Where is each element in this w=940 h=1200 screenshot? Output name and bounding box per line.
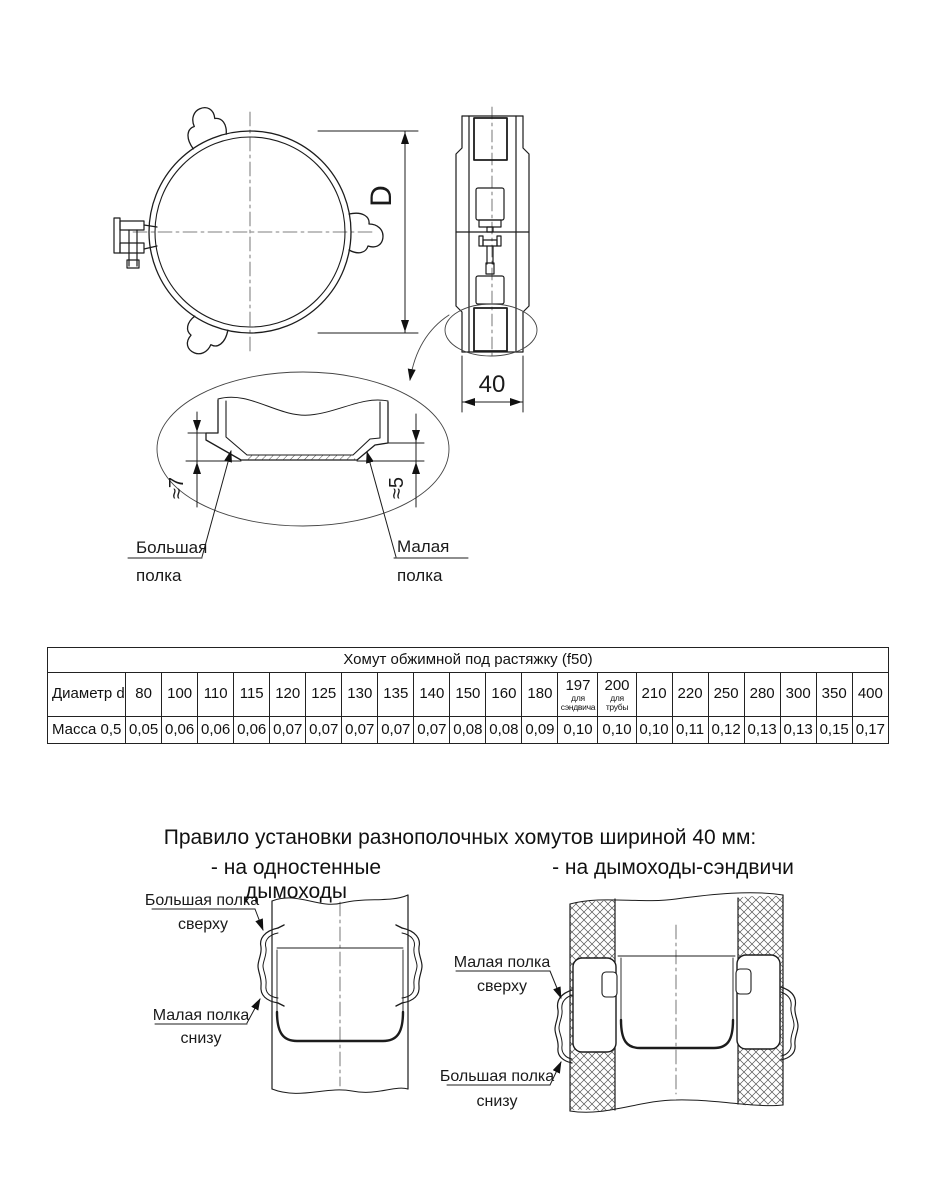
mass-cell: 0,07	[378, 717, 414, 744]
dimension-large-flange	[186, 412, 241, 507]
clamp-profile-left	[258, 925, 284, 1006]
single-wall-diagram	[145, 892, 422, 1093]
diameter-cell: 280	[744, 673, 780, 717]
diameter-cell: 180	[522, 673, 558, 717]
mass-cell: 0,06	[198, 717, 234, 744]
diameter-cell: 250	[708, 673, 744, 717]
table-title: Хомут обжимной под растяжку (f50)	[48, 648, 889, 673]
diameter-cell: 125	[306, 673, 342, 717]
bolt-assembly	[114, 218, 157, 268]
mass-cell: 0,08	[450, 717, 486, 744]
diameter-cell: 160	[486, 673, 522, 717]
mass-cell: 0,09	[522, 717, 558, 744]
diameter-cell: 115	[234, 673, 270, 717]
mass-cell: 0,12	[708, 717, 744, 744]
mass-cell: 0,06	[162, 717, 198, 744]
rules-subtitle-single-wall: - на одностенные дымоходы	[210, 856, 382, 903]
diameter-cell: 150	[450, 673, 486, 717]
diameter-cell: 130	[342, 673, 378, 717]
sandwich-clamp-left	[555, 958, 617, 1063]
large-flange-label2: полка	[136, 566, 182, 585]
diameter-cell: 135	[378, 673, 414, 717]
rules-title: Правило установки разнополочных хомутов шириной 40 мм:	[163, 826, 757, 849]
mass-cell: 0,13	[744, 717, 780, 744]
sw-top-label2: сверху	[178, 916, 228, 933]
diameter-cell: 220	[672, 673, 708, 717]
diameter-note: для	[571, 693, 585, 703]
diameter-cell: 210	[636, 673, 672, 717]
guy-wire-lug-right	[349, 213, 383, 253]
sand-top-label: Малая полка	[453, 954, 551, 971]
diameter-cell: 140	[414, 673, 450, 717]
table-title-row	[48, 648, 889, 673]
diameter-cell-197	[558, 673, 598, 717]
dim-d-label: D	[365, 185, 398, 207]
detail-view	[128, 372, 468, 585]
rules-subtitle-sandwich: - на дымоходы-сэндвичи	[552, 856, 794, 879]
mass-cell: 0,07	[414, 717, 450, 744]
mass-cell: 0,07	[342, 717, 378, 744]
diameter-note: трубы	[605, 702, 629, 712]
large-flange-label: Большая	[136, 538, 208, 557]
diameter-note: для	[610, 693, 624, 703]
dim-5-label: ≈5	[386, 476, 408, 500]
spec-table	[47, 647, 889, 744]
mass-cell: 0,10	[636, 717, 672, 744]
mass-cell: 0,10	[558, 717, 598, 744]
diameter-row	[48, 673, 889, 717]
diameter-cell: 120	[270, 673, 306, 717]
diameter-cell: 350	[816, 673, 852, 717]
diameter-value: 200	[604, 677, 630, 694]
diameter-cell-200	[598, 673, 636, 717]
sand-bottom-label2: снизу	[476, 1093, 518, 1110]
mass-cell: 0,08	[486, 717, 522, 744]
mass-cell: 0,07	[270, 717, 306, 744]
sw-bottom-label: Малая полка	[152, 1007, 250, 1024]
mass-cell: 0,15	[816, 717, 852, 744]
side-view-drawing	[410, 107, 537, 412]
small-flange-label: Малая	[397, 537, 450, 556]
mass-row-label: Масса 0,5	[48, 717, 126, 744]
diameter-row-label: Диаметр d	[48, 673, 126, 717]
mass-cell: 0,17	[852, 717, 888, 744]
diameter-cell: 80	[126, 673, 162, 717]
diameter-cell: 100	[162, 673, 198, 717]
small-flange-label2: полка	[397, 566, 443, 585]
sw-bottom-label2: снизу	[180, 1030, 222, 1047]
mass-cell: 0,06	[234, 717, 270, 744]
mass-cell: 0,10	[598, 717, 636, 744]
dim-7-label: ≈7	[166, 476, 188, 500]
mass-cell: 0,13	[780, 717, 816, 744]
sandwich-diagram	[440, 893, 798, 1113]
diameter-cell: 400	[852, 673, 888, 717]
diameter-cell: 300	[780, 673, 816, 717]
diameter-cell: 110	[198, 673, 234, 717]
lock-mechanism	[456, 188, 529, 304]
diameter-note: сэндвича	[560, 702, 596, 712]
mass-cell: 0,07	[306, 717, 342, 744]
front-view-drawing	[114, 102, 418, 362]
sand-bottom-label: Большая полка	[439, 1068, 555, 1085]
mass-cell: 0,05	[126, 717, 162, 744]
mass-cell: 0,11	[672, 717, 708, 744]
sand-top-label2: сверху	[477, 978, 527, 995]
dim-40-label: 40	[478, 371, 506, 398]
clamp-profile-right	[396, 925, 422, 1006]
sw-top-label: Большая полка	[144, 892, 260, 909]
diameter-value: 197	[565, 677, 591, 694]
sandwich-clamp-right	[736, 955, 798, 1060]
mass-row	[48, 717, 889, 744]
